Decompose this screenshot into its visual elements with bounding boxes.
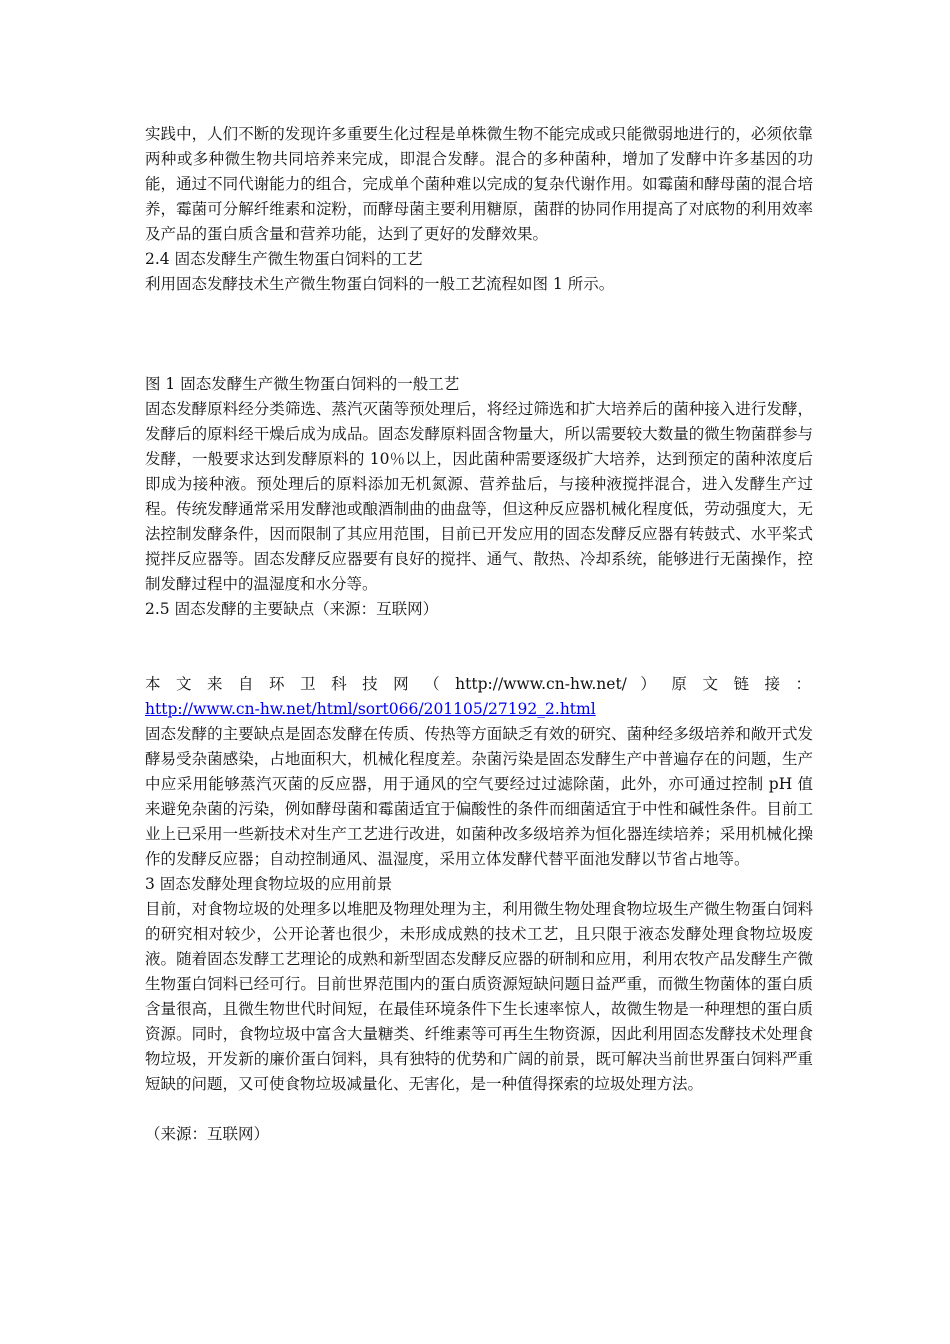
paragraph-mixed-fermentation: 实践中，人们不断的发现许多重要生化过程是单株微生物不能完成或只能微弱地进行的，必须依靠两种或多种微生物共同培养来完成，即混合发酵。混合的多种菌种，增加了发酵中许多基因的功能，通过不同代谢能力的组合，完成单个菌种难以完成的复杂代谢作用。如霉菌和酵母菌的混合培养，霉菌可分解纤维素和淀粉，而酵母菌主要利用糖原，菌群的协同作用提高了对底物的利用效率及产品的蛋白质含量和营养功能，达到了更好的发酵效果。 xyxy=(145,125,813,243)
heading-3: 3 固态发酵处理食物垃圾的应用前景 xyxy=(145,875,393,893)
source-site-url: http://www.cn-hw.net/ xyxy=(455,675,627,693)
source-prefix: 本文来自环卫科技网（ xyxy=(145,675,456,693)
spacer xyxy=(145,1097,813,1122)
source-attribution xyxy=(145,672,813,697)
paragraph-process-intro: 利用固态发酵技术生产微生物蛋白饲料的一般工艺流程如图 1 所示。 xyxy=(145,275,615,293)
heading-2-5: 2.5 固态发酵的主要缺点（来源：互联网） xyxy=(145,600,439,618)
document-page xyxy=(145,122,813,1147)
figure-caption: 图 1 固态发酵生产微生物蛋白饲料的一般工艺 xyxy=(145,375,460,393)
source-article-link[interactable]: http://www.cn-hw.net/html/sort066/201105/27192_2.html xyxy=(145,700,596,718)
footer-source: （来源：互联网） xyxy=(145,1125,270,1143)
source-link-line xyxy=(145,697,813,722)
heading-2-4: 2.4 固态发酵生产微生物蛋白饲料的工艺 xyxy=(145,250,423,268)
figure-placeholder xyxy=(145,297,813,372)
spacer xyxy=(145,622,813,672)
paragraph-process-details: 固态发酵原料经分类筛选、蒸汽灭菌等预处理后，将经过筛选和扩大培养后的菌种接入进行发酵，发酵后的原料经干燥后成为成品。固态发酵原料固含物量大，所以需要较大数量的微生物菌群参与发酵，一般要求达到发酵原料的 10％以上，因此菌种需要逐级扩大培养，达到预定的菌种浓度后即成为接种液。预处理后的原料添加无机氮源、营养盐后，与接种液搅拌混合，进入发酵生产过程。传统发酵通常采用发酵池或酿酒制曲的曲盘等，但这种反应器机械化程度低，劳动强度大，无法控制发酵条件，因而限制了其应用范围，目前已开发应用的固态发酵反应器有转鼓式、水平桨式搅拌反应器等。固态发酵反应器要有良好的搅拌、通气、散热、冷却系统，能够进行无菌操作，控制发酵过程中的温湿度和水分等。 xyxy=(145,400,813,593)
source-middle: ）原文链接： xyxy=(626,675,813,693)
paragraph-disadvantages: 固态发酵的主要缺点是固态发酵在传质、传热等方面缺乏有效的研究、菌种经多级培养和敞开式发酵易受杂菌感染，占地面积大，机械化程度差。杂菌污染是固态发酵生产中普遍存在的问题，生产中应采用能够蒸汽灭菌的反应器，用于通风的空气要经过过滤除菌，此外，亦可通过控制 pH 值来避免杂菌的污染，例如酵母菌和霉菌适宜于偏酸性的条件而细菌适宜于中性和碱性条件。目前工业上已采用一些新技术对生产工艺进行改进，如菌种改多级培养为恒化器连续培养；采用机械化操作的发酵反应器；自动控制通风、温湿度，采用立体发酵代替平面池发酵以节省占地等。 xyxy=(145,725,813,868)
paragraph-prospects: 目前，对食物垃圾的处理多以堆肥及物理处理为主，利用微生物处理食物垃圾生产微生物蛋白饲料的研究相对较少，公开论著也很少，未形成成熟的技术工艺，且只限于液态发酵处理食物垃圾废液。随着固态发酵工艺理论的成熟和新型固态发酵反应器的研制和应用，利用农牧产品发酵生产微生物蛋白饲料已经可行。目前世界范围内的蛋白质资源短缺问题日益严重，而微生物菌体的蛋白质含量很高，且微生物世代时间短，在最佳环境条件下生长速率惊人，故微生物是一种理想的蛋白质资源。同时，食物垃圾中富含大量糖类、纤维素等可再生生物资源，因此利用固态发酵技术处理食物垃圾，开发新的廉价蛋白饲料，具有独特的优势和广阔的前景，既可解决当前世界蛋白饲料严重短缺的问题，又可使食物垃圾减量化、无害化，是一种值得探索的垃圾处理方法。 xyxy=(145,900,813,1093)
